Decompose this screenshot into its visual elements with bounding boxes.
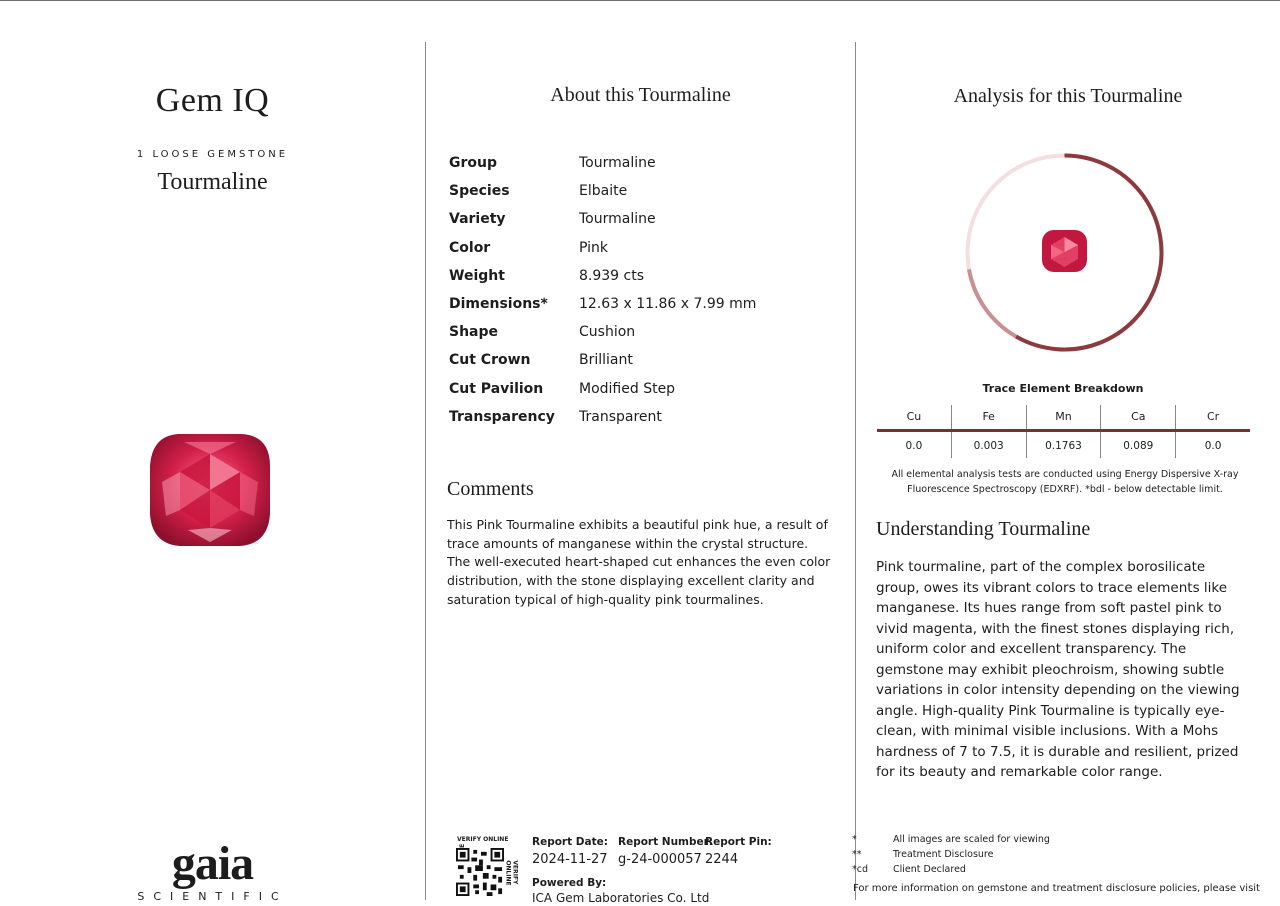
report-number-value: g-24-000057	[618, 852, 702, 867]
legend-row	[852, 832, 1272, 847]
spec-row	[449, 177, 829, 205]
understanding-text: Pink tourmaline, part of the complex borosilicate group, owes its vibrant colors to trace elements like manganese. Its hues range from soft pastel pink to vivid magenta, with the finest stones displaying rich, uniform color and excellent transparency. The gemstone may exhibit pleochroism, showing subtle variations in color intensity depending on the viewing angle. High-quality Pink Tourmaline is typically eye-clean, with minimal visible inclusions. With a Mohs hardness of 7 to 7.5, it is durable and resilient, prized for its beauty and remarkable color range.	[876, 559, 1240, 780]
trace-element-value: 0.003	[952, 432, 1027, 458]
spec-row	[449, 205, 829, 233]
spec-table	[449, 149, 829, 431]
trace-element-name: Ca	[1101, 405, 1176, 429]
analysis-title: Analysis for this Tourmaline	[953, 85, 1183, 107]
spec-key: Species	[449, 183, 510, 200]
spec-key: Color	[449, 239, 491, 256]
ring-mid-segment	[969, 269, 1016, 336]
legend-row	[852, 862, 1272, 877]
spec-value: Transparent	[579, 408, 662, 425]
spec-row	[449, 262, 829, 290]
spec-value: 8.939 cts	[579, 267, 645, 284]
gaia-logo: gaia	[171, 837, 254, 890]
verify-online-label-right: VERIFY ONLINE	[504, 860, 519, 886]
trace-element-value: 0.1763	[1027, 432, 1102, 458]
legend-text: Treatment Disclosure	[893, 849, 994, 860]
legend-symbol: **	[852, 849, 862, 860]
spec-value: Tourmaline	[579, 211, 656, 228]
spec-key: Group	[449, 155, 498, 172]
trace-note: All elemental analysis tests are conducted using Energy Dispersive X-ray Fluorescence Spectroscopy (EDXRF). *bdl - below detectable limit.	[891, 469, 1239, 495]
qr-block	[447, 836, 517, 900]
brand-title: Gem IQ	[155, 82, 270, 119]
column-divider-right	[855, 42, 856, 900]
spec-row	[449, 318, 829, 346]
spec-key: Cut Crown	[449, 352, 531, 369]
trace-element-title: Trace Element Breakdown	[982, 382, 1144, 395]
ring-dark-segment	[1016, 156, 1162, 350]
spec-key: Variety	[449, 211, 506, 228]
color-analysis-ring	[962, 150, 1167, 355]
powered-by-label: Powered By:	[532, 877, 607, 889]
qr-code-icon[interactable]	[456, 848, 504, 896]
trace-element-value: 0.0	[877, 432, 952, 458]
gaia-logo-subtitle: SCIENTIFIC	[137, 890, 288, 903]
report-footer	[447, 836, 847, 906]
top-border	[0, 0, 1280, 1]
trace-value-row	[877, 432, 1250, 458]
verify-online-label: VERIFY ONLINE	[457, 836, 509, 843]
spec-row	[449, 375, 829, 403]
spec-value: Modified Step	[579, 380, 676, 397]
legend	[852, 832, 1272, 877]
spec-value: Pink	[579, 239, 609, 256]
gemstone-photo	[148, 432, 272, 548]
spec-row	[449, 149, 829, 177]
spec-row	[449, 234, 829, 262]
report-pin-value: 2244	[705, 852, 739, 867]
gem-name: Tourmaline	[157, 169, 268, 195]
about-title: About this Tourmaline	[550, 84, 731, 106]
column-divider-left	[425, 42, 426, 900]
legend-symbol: *	[852, 834, 857, 845]
trace-element-name: Mn	[1027, 405, 1102, 429]
spec-row	[449, 403, 829, 431]
gemstone-count-label: 1 LOOSE GEMSTONE	[136, 149, 289, 160]
spec-value: Elbaite	[579, 183, 628, 200]
spec-key: Transparency	[449, 408, 555, 425]
comments-text: This Pink Tourmaline exhibits a beautiful pink hue, a result of trace amounts of manganese within the crystal structure. The well-executed heart-shaped cut enhances the even color distribution, with the stone displaying excellent clarity and saturation typical of high-quality pink tourmalines.	[447, 517, 831, 607]
spec-value: Tourmaline	[579, 155, 656, 172]
spec-row	[449, 346, 829, 374]
trace-header-row	[877, 405, 1250, 429]
more-info-text: For more information on gemstone and treatment disclosure policies, please visit	[853, 883, 1260, 894]
legend-symbol: *cd	[852, 864, 869, 875]
report-number-label: Report Number:	[618, 836, 714, 848]
report-date	[532, 836, 608, 867]
report-number	[618, 836, 713, 867]
trace-element-name: Cu	[877, 405, 952, 429]
trace-element-table	[877, 405, 1250, 458]
report-pin-label: Report Pin:	[705, 836, 772, 848]
trace-element-name: Fe	[952, 405, 1027, 429]
spec-key: Cut Pavilion	[449, 380, 544, 397]
lab-name: ICA Gem Laboratories Co. Ltd	[532, 891, 710, 905]
trace-element-value: 0.0	[1204, 440, 1222, 452]
spec-key: Dimensions*	[449, 296, 548, 313]
spec-row	[449, 290, 829, 318]
legend-text: All images are scaled for viewing	[893, 834, 1050, 845]
ring-gem-icon	[1042, 230, 1087, 272]
report-date-value: 2024-11-27	[532, 852, 608, 867]
report-pin	[705, 836, 772, 867]
spec-key: Weight	[449, 267, 505, 284]
spec-value: 12.63 x 11.86 x 7.99 mm	[579, 296, 757, 313]
trace-element-value: 0.089	[1101, 432, 1176, 458]
comments-title: Comments	[447, 478, 534, 500]
legend-text: Client Declared	[893, 864, 966, 875]
trace-element-name: Cr	[1206, 410, 1220, 423]
legend-row	[852, 847, 1272, 862]
spec-value: Brilliant	[579, 352, 633, 369]
report-date-label: Report Date:	[532, 836, 608, 848]
spec-value: Cushion	[579, 324, 636, 341]
spec-key: Shape	[449, 324, 499, 341]
understanding-title: Understanding Tourmaline	[876, 518, 1091, 540]
